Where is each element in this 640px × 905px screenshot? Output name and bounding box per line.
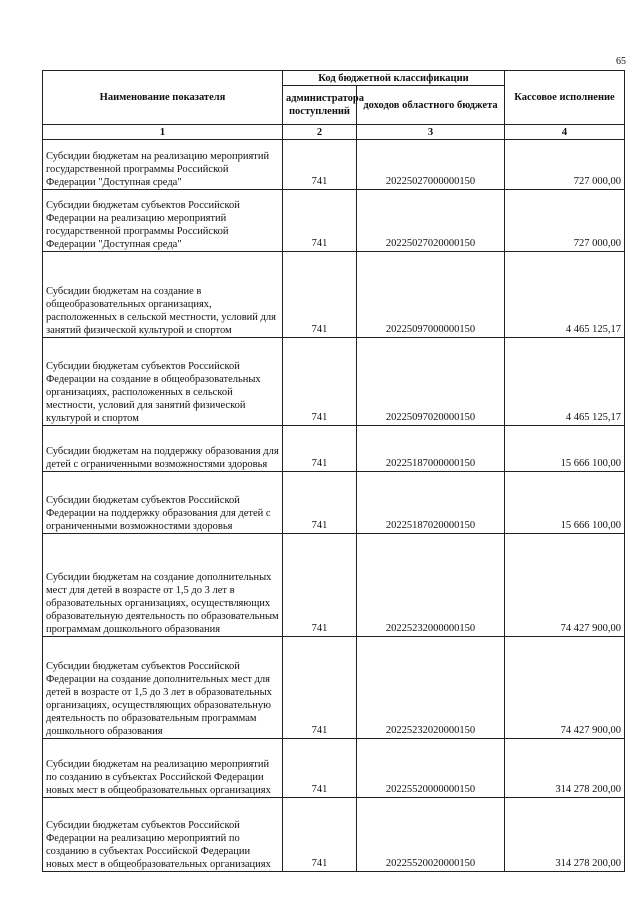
row-amount: 74 427 900,00 (505, 534, 625, 637)
table-row (43, 338, 625, 426)
row-amount: 727 000,00 (505, 140, 625, 190)
row-admin-code: 741 (283, 739, 357, 798)
row-name: Субсидии бюджетам на реализацию мероприятий государственной программы Российской Федерации "Доступная среда" (43, 140, 283, 190)
row-name: Субсидии бюджетам субъектов Российской Федерации на создание дополнительных мест для детей в возрасте от 1,5 до 3 лет в образовательных организациях, осуществляющих образовательную деятельность по образовательным программам дошкольного образования (43, 637, 283, 739)
table-row (43, 190, 625, 252)
row-income-code: 20225232000000150 (357, 534, 505, 637)
row-admin-code: 741 (283, 472, 357, 534)
row-name: Субсидии бюджетам на создание в общеобразовательных организациях, расположенных в сельской местности, условий для занятий физической культурой и спортом (43, 252, 283, 338)
row-admin-code: 741 (283, 140, 357, 190)
row-income-code: 20225097020000150 (357, 338, 505, 426)
row-income-code: 20225520020000150 (357, 798, 505, 872)
table-row (43, 534, 625, 637)
row-name: Субсидии бюджетам субъектов Российской Федерации на реализацию мероприятий государственной программы Российской Федерации "Доступная среда" (43, 190, 283, 252)
table-row (43, 472, 625, 534)
row-name: Субсидии бюджетам субъектов Российской Федерации на поддержку образования для детей с ограниченными возможностями здоровья (43, 472, 283, 534)
row-name: Субсидии бюджетам субъектов Российской Федерации на создание в общеобразовательных организациях, расположенных в сельской местности, условий для занятий физической культурой и спортом (43, 338, 283, 426)
table-row (43, 426, 625, 472)
row-amount: 314 278 200,00 (505, 739, 625, 798)
row-admin-code: 741 (283, 534, 357, 637)
row-admin-code: 741 (283, 426, 357, 472)
row-admin-code: 741 (283, 798, 357, 872)
column-number: 4 (505, 125, 625, 140)
budget-table (42, 70, 625, 872)
row-income-code: 20225027020000150 (357, 190, 505, 252)
table-row (43, 798, 625, 872)
row-name: Субсидии бюджетам на реализацию мероприятий по созданию в субъектах Российской Федерации новых мест в общеобразовательных организациях (43, 739, 283, 798)
row-income-code: 20225187000000150 (357, 426, 505, 472)
row-admin-code: 741 (283, 338, 357, 426)
header-admin: администратора поступлений (283, 86, 357, 125)
row-admin-code: 741 (283, 637, 357, 739)
header-code-group: Код бюджетной классификации (283, 71, 505, 86)
row-name: Субсидии бюджетам на поддержку образования для детей с ограниченными возможностями здоровья (43, 426, 283, 472)
row-amount: 74 427 900,00 (505, 637, 625, 739)
column-number: 2 (283, 125, 357, 140)
row-amount: 727 000,00 (505, 190, 625, 252)
header-amount: Кассовое исполнение (505, 71, 625, 125)
header-income: доходов областного бюджета (357, 86, 505, 125)
row-name: Субсидии бюджетам субъектов Российской Федерации на реализацию мероприятий по созданию в субъектах Российской Федерации новых мест в общеобразовательных организациях (43, 798, 283, 872)
row-income-code: 20225187020000150 (357, 472, 505, 534)
column-number: 1 (43, 125, 283, 140)
row-amount: 15 666 100,00 (505, 472, 625, 534)
row-income-code: 20225097000000150 (357, 252, 505, 338)
row-admin-code: 741 (283, 190, 357, 252)
row-income-code: 20225232020000150 (357, 637, 505, 739)
table-row (43, 252, 625, 338)
page-number: 65 (616, 56, 626, 67)
row-income-code: 20225027000000150 (357, 140, 505, 190)
table-row (43, 637, 625, 739)
column-number: 3 (357, 125, 505, 140)
row-admin-code: 741 (283, 252, 357, 338)
row-income-code: 20225520000000150 (357, 739, 505, 798)
row-amount: 4 465 125,17 (505, 338, 625, 426)
row-amount: 15 666 100,00 (505, 426, 625, 472)
table-row (43, 140, 625, 190)
row-name: Субсидии бюджетам на создание дополнительных мест для детей в возрасте от 1,5 до 3 лет в образовательных организациях, осуществляющих образовательную деятельность по образовательным программам дошкольного образования (43, 534, 283, 637)
row-amount: 314 278 200,00 (505, 798, 625, 872)
header-name: Наименование показателя (43, 71, 283, 125)
row-amount: 4 465 125,17 (505, 252, 625, 338)
table-row (43, 739, 625, 798)
